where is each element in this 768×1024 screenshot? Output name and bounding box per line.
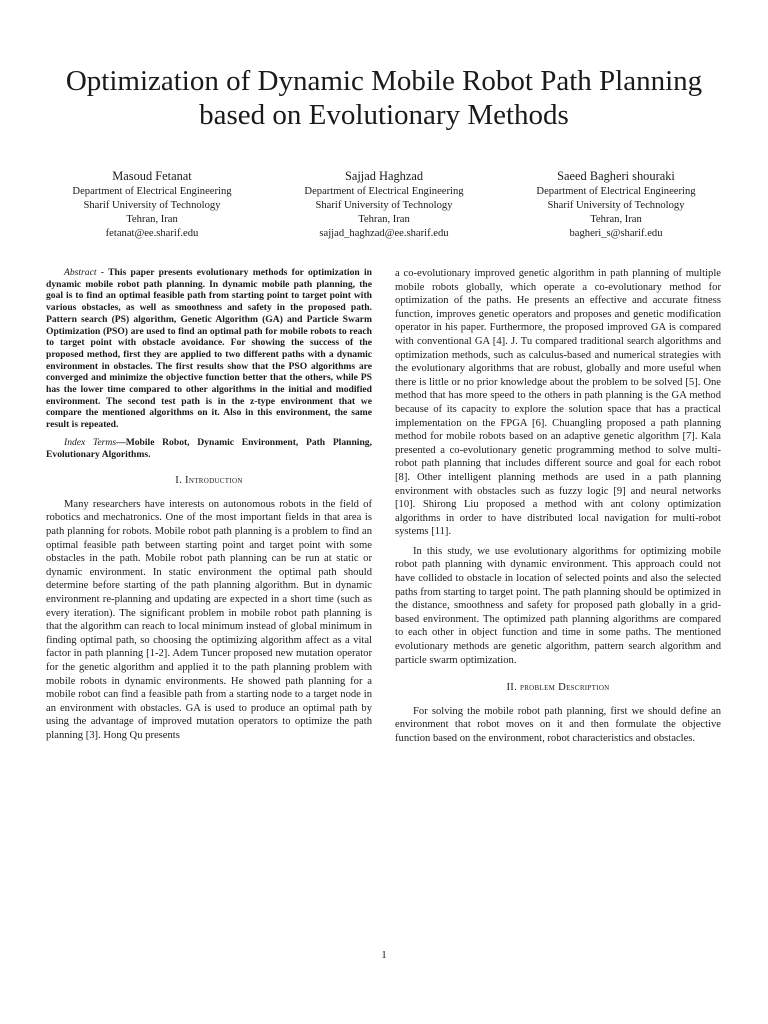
author-email: bagheri_s@sharif.edu	[569, 228, 663, 239]
section-heading-problem-description	[395, 681, 721, 695]
section-heading-introduction	[46, 474, 372, 488]
left-column	[46, 267, 372, 749]
author-university: Sharif University of Technology	[547, 200, 685, 211]
section-title: problem Description	[520, 682, 610, 694]
abstract-label: Abstract	[64, 267, 97, 278]
author-location: Tehran, Iran	[126, 214, 178, 225]
problem-paragraph-1: For solving the mobile robot path planning, first we should define an environment that robot moves on it and then formulate the objective function based on the environment, robot characteristics and obstacles.	[395, 705, 721, 744]
section-number: II.	[506, 682, 521, 694]
author-name: Masoud Fetanat	[112, 169, 192, 183]
section-number: I.	[175, 475, 186, 487]
index-terms-text: —Mobile Robot, Dynamic Environment, Path Planning, Evolutionary Algorithms.	[46, 436, 373, 460]
index-terms	[46, 437, 372, 460]
right-column	[395, 267, 721, 752]
section-title: Introduction	[185, 475, 243, 487]
author-name: Sajjad Haghzad	[344, 169, 424, 183]
page-number: 1	[381, 949, 387, 961]
author-name: Saeed Bagheri shouraki	[557, 169, 675, 183]
intro-paragraph-1: Many researchers have interests on autonomous robots in the field of robotics and mechatronics. One of the most important fields in that area is path planning for robots. Mobile robot path planning is a problem to find an optimal feasible path between starting point and target point with some obstacles in the path. Mobile robot path planning can be run at static or dynamic environment. In static environment the optimal path should determine before starting of the path planning algorithm. But in dynamic environment re-planning and updating are expected in a short time (such as every iteration). The significant problem in mobile robot path planning is that the algorithm can reach to local minimum instead of global minimum in finding optimal path, so choosing the optimizing algorithm affect as a vital factor in path planning [1-2]. Adem Tuncer proposed new mutation operator for the genetic algorithm and applied it to the path planning problem with mobile robots in dynamic environments. He showed path planning for a mobile robot can find a feasible path from a starting node to a target node in an environment with obstacles. GA is used to produce an optimal path by using the advantage of improved mutation operators to optimize the path planning [3]. Hong Qu presents	[46, 498, 372, 741]
author-location: Tehran, Iran	[590, 214, 642, 225]
author-university: Sharif University of Technology	[83, 200, 221, 211]
index-terms-label: Index Terms	[64, 436, 117, 448]
author-location: Tehran, Iran	[358, 214, 410, 225]
abstract	[46, 267, 372, 431]
author-department: Department of Electrical Engineering	[72, 186, 232, 197]
author-3	[500, 168, 732, 241]
author-department: Department of Electrical Engineering	[304, 186, 464, 197]
author-1	[36, 168, 268, 241]
author-email: sajjad_haghzad@ee.sharif.edu	[319, 228, 449, 239]
author-department: Department of Electrical Engineering	[536, 186, 696, 197]
author-university: Sharif University of Technology	[315, 200, 453, 211]
paper-title: Optimization of Dynamic Mobile Robot Path Planning based on Evolutionary Methods	[65, 65, 703, 131]
author-block	[36, 168, 732, 241]
author-email: fetanat@ee.sharif.edu	[105, 228, 199, 239]
intro-paragraph-1-continued: a co-evolutionary improved genetic algorithm in path planning of multiple mobile robots globally, which operate a co-evolutionary method for optimization of the paths. He presents an effective and accurate fitness function, improves genetic operators and proposes and genetic modification operator in his paper. Furthermore, the proposed improved GA is compared with conventional GA [4]. J. Tu compared traditional search algorithms and optimization methods, such as calculus-based and numerical strategies with the evolutionary algorithms that are robust, globally and more useful when there is little or no prior knowledge about the problem to be solved [5]. One method that has more speed to the others in path planning is the GA method because of its capacity to explore the solution space that has a practical implementation on the FPGA [6]. Chuangling proposed a path planning method for mobile robots based on an adaptive genetic algorithm [7]. Kala presented a co-evolutionary genetic programming method to solve multi-robot path planning that includes different source and goal for each robot [8]. Other intelligent planning methods are used in a path planning environment with obstacles such as fuzzy logic [9] and neural networks [10]. Shirong Liu proposed a method with ant colony optimization algorithms in order to have distributed local navigation for multi-robot systems [11].	[395, 268, 721, 538]
intro-paragraph-2: In this study, we use evolutionary algorithms for optimizing mobile robot path planning with dynamic environment. This approach could not have collided to obstacle in location of selected points and also the selected paths from starting to target point. The path planning should be optimized in the distance, smoothness and safety for proposed path globally in a grid-based environment. The optimized path planning algorithms are compared to each other in object function and time in some paths. The mentioned evolutionary methods are genetic algorithm, pattern search algorithm and particle swarm optimization.	[395, 545, 721, 666]
author-2	[268, 168, 500, 241]
abstract-text: - This paper presents evolutionary methods for optimization in dynamic mobile robot path planning. In dynamic mobile path planning, the goal is to find an optimal feasible path from starting point to target point with various obstacles, as well as smoothness and safety in the proposed path. Pattern search (PS) algorithm, Genetic Algorithm (GA) and Particle Swarm Optimization (PSO) are used to find an optimal path for mobile robots to reach to target point with obstacle avoidance. For showing the success of the proposed method, first they are applied to two different paths with a dynamic environment in obstacles. The first results show that the PSO algorithms are converged and minimize the objective function better that the others, while PS has the lower time compared to other algorithms in the initial and modified environment. The second test path is in the z-type environment that we compare the mentioned algorithms on it. Also in this environment, the same result is repeated.	[46, 267, 372, 431]
